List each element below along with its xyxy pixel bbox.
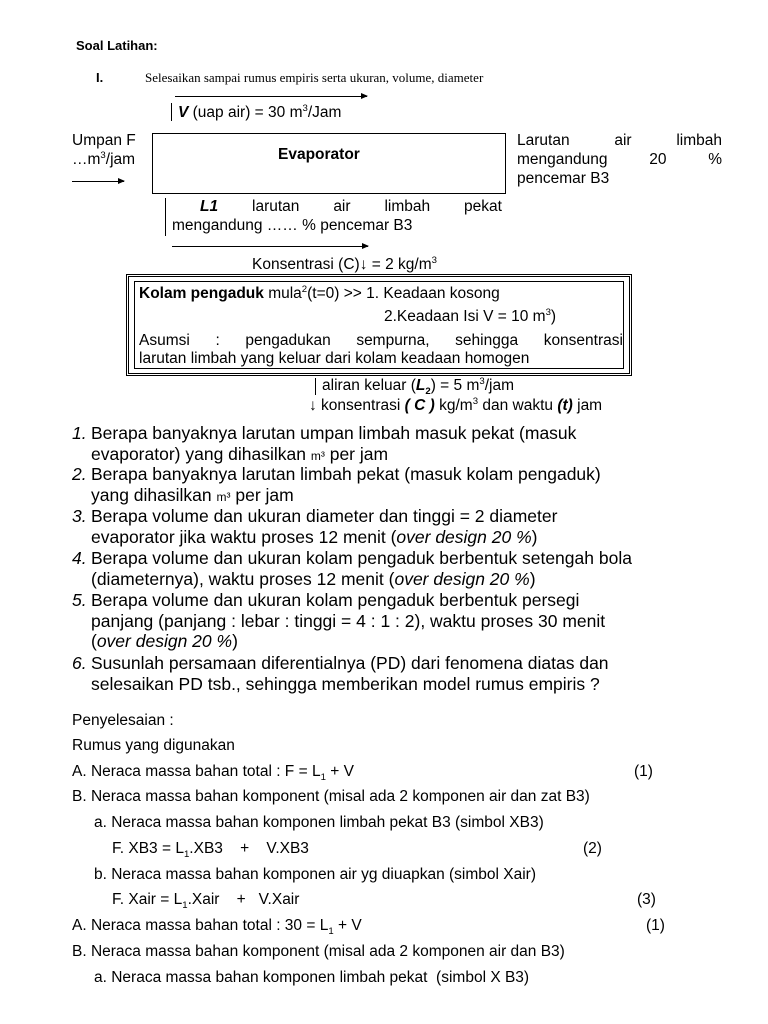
- question-unit: m³: [216, 489, 231, 504]
- vapor-bar: [171, 103, 172, 121]
- outflow-symbol: L: [415, 377, 426, 394]
- waste-label-line1: [517, 132, 722, 150]
- tank-cond2-text: 2.Keadaan Isi V = 10 m: [384, 308, 546, 325]
- question-unit: m³: [310, 448, 325, 463]
- waste-label-line3: pencemar B3: [517, 170, 610, 187]
- tank-assumption-line1: [139, 332, 623, 350]
- feed-arrow: [72, 181, 124, 182]
- outflow-unit: /jam: [484, 377, 515, 394]
- assumption-word: konsentrasi: [543, 332, 623, 349]
- feed-unit-sup: 3: [100, 149, 106, 161]
- feed-unit-pre: …m: [72, 151, 101, 168]
- l1-bar: [165, 198, 166, 236]
- conc-value: = 2 kg/m: [367, 256, 432, 273]
- vapor-label: [178, 104, 341, 122]
- tank-title: Kolam pengaduk: [139, 285, 264, 302]
- question-number: 5.: [72, 590, 87, 610]
- question-number: 4.: [72, 548, 87, 568]
- solution-line: F. Xair = $L_1.Xair$ + V.Xair: [112, 891, 300, 912]
- solution-line: a. Neraca massa bahan komponen limbah pekat B3 (simbol XB3): [94, 814, 544, 831]
- solution-line: F. $XB3 = L_1.XB3$ + V.XB3: [112, 840, 309, 861]
- equation-number: (1): [634, 763, 653, 780]
- question-2: [72, 464, 732, 507]
- instruction-text: Selesaikan sampai rumus empiris serta ukuran, volume, diameter: [145, 70, 484, 85]
- l1-symbol: L1: [200, 198, 219, 215]
- solution-formula-intro: Rumus yang digunakan: [72, 737, 235, 754]
- l1-label-line2: mengandung …… % pencemar B3: [172, 217, 413, 234]
- page-title: Soal Latihan:: [76, 38, 158, 53]
- question-1: [72, 423, 732, 466]
- outflow-value: ) = 5 m: [430, 377, 480, 394]
- outflow-label: [322, 375, 515, 398]
- vapor-symbol: V: [178, 104, 189, 121]
- solution-line: A. Neraca massa bahan total : $F = L_1 + V$: [72, 763, 354, 784]
- question-text: Berapa banyaknya larutan limbah pekat (masuk kolam pengaduk) yang dihasilkan m³ per jam: [91, 464, 601, 505]
- tank-cond2-post: ): [550, 308, 557, 325]
- conc-sup: 3: [431, 254, 437, 266]
- equation-number: (1): [646, 917, 665, 934]
- waste-word: mengandung: [517, 151, 608, 168]
- l1-word: air: [333, 198, 351, 215]
- question-4: [72, 548, 732, 589]
- feed-label-1: Umpan F: [72, 132, 136, 149]
- question-text: Berapa volume dan ukuran kolam pengaduk berbentuk persegi panjang (panjang : lebar : tinggi = 4 : 1 : 2), waktu proses 30 menit (over design 20 %): [91, 590, 606, 651]
- question-text: Berapa volume dan ukuran kolam pengaduk berbentuk setengah bola (diameternya), waktu proses 12 menit (over design 20 %): [91, 548, 632, 589]
- vapor-text: (uap air) = 30 m: [188, 104, 303, 121]
- outflow-sub: 2: [425, 386, 431, 398]
- solution-line: b. Neraca massa bahan komponen air yg diuapkan (simbol Xair): [94, 866, 536, 883]
- question-number: 3.: [72, 506, 87, 526]
- outflow-time-symbol: (t): [557, 397, 573, 414]
- outflow-sup: 3: [479, 375, 485, 387]
- question-number: 6.: [72, 653, 87, 673]
- solution-heading: Penyelesaian :: [72, 712, 174, 729]
- solution-line: B. Neraca massa bahan komponent (misal ada 2 komponen air dan zat B3): [72, 788, 590, 805]
- waste-word: Larutan: [517, 132, 570, 149]
- assumption-word: sempurna,: [356, 332, 430, 349]
- question-text: Berapa banyaknya larutan umpan limbah masuk pekat (masuk evaporator) yang dihasilkan m³ per jam: [91, 423, 577, 464]
- feed-unit-post: /jam: [105, 151, 136, 168]
- waste-word: 20: [649, 151, 667, 168]
- equation-number: (2): [583, 840, 602, 857]
- assumption-word: :: [215, 332, 220, 349]
- tank-mula-sup: 2: [301, 283, 308, 295]
- down-arrow-icon: ↓: [359, 256, 368, 273]
- l1-word: limbah: [384, 198, 431, 215]
- solution-line: B. Neraca massa bahan komponent (misal ada 2 komponen air dan B3): [72, 943, 565, 960]
- solution-line: A. Neraca massa bahan total : $30 = L_1 + V$: [72, 917, 362, 938]
- vapor-sup: 3: [302, 102, 308, 114]
- tank-condition-1: (t=0) >> 1. Keadaan kosong: [307, 285, 500, 302]
- tank-title-line: [139, 285, 500, 303]
- outflow-conc-sup: 3: [472, 395, 479, 407]
- solution-line: a. Neraca massa bahan komponen limbah pekat (simbol X B3): [94, 969, 530, 986]
- equation-number: (3): [637, 891, 656, 908]
- question-number: 1.: [72, 423, 87, 443]
- feed-label-2: [72, 151, 135, 169]
- l1-arrow: [172, 246, 368, 247]
- outflow-text: aliran keluar (: [322, 377, 416, 394]
- assumption-word: sehingga: [455, 332, 519, 349]
- vapor-unit: /Jam: [307, 104, 342, 121]
- conc-text: Konsentrasi (C): [252, 256, 360, 273]
- tank-assumption-line2: larutan limbah yang keluar dari kolam keadaan homogen: [139, 350, 530, 367]
- outflow-conc-mid: dan waktu: [478, 397, 558, 414]
- evaporator-box: [152, 133, 506, 194]
- outflow-conc-text: konsentrasi: [316, 397, 405, 414]
- waste-label-line2: [517, 151, 722, 169]
- question-text: Susunlah persamaan diferentialnya (PD) dari fenomena diatas dan selesaikan PD tsb., sehingga memberikan model rumus empiris ?: [91, 653, 609, 694]
- vapor-arrow: [175, 96, 367, 97]
- l1-word: larutan: [252, 198, 300, 215]
- question-5: [72, 590, 732, 652]
- tank-inner-box: [134, 281, 624, 369]
- outflow-bar: [315, 378, 316, 395]
- tank-cond2-sup: 3: [545, 306, 551, 318]
- tank-condition-2: [384, 308, 556, 326]
- outflow-time-unit: jam: [572, 397, 603, 414]
- waste-word: air: [614, 132, 632, 149]
- outflow-conc-unit: kg/m: [434, 397, 473, 414]
- tank-box: [126, 274, 632, 376]
- assumption-word: pengadukan: [245, 332, 331, 349]
- concentration-label: [252, 256, 437, 274]
- question-text: Berapa volume dan ukuran diameter dan tinggi = 2 diameter evaporator jika waktu proses 12 menit (over design 20 %): [91, 506, 558, 547]
- question-3: [72, 506, 732, 547]
- down-arrow-icon: ↓: [309, 397, 317, 414]
- l1-label-line1: [200, 198, 502, 216]
- section-number: I.: [96, 70, 104, 85]
- evaporator-label: Evaporator: [278, 146, 360, 163]
- waste-word: limbah: [676, 132, 722, 149]
- question-6: [72, 653, 732, 694]
- outflow-conc-symbol: ( C ): [404, 397, 435, 414]
- assumption-word: Asumsi: [139, 332, 190, 349]
- waste-word: %: [708, 151, 722, 168]
- l1-word: pekat: [464, 198, 502, 215]
- tank-mula: mula: [263, 285, 302, 302]
- question-number: 2.: [72, 464, 87, 484]
- outflow-concentration-label: [309, 397, 602, 415]
